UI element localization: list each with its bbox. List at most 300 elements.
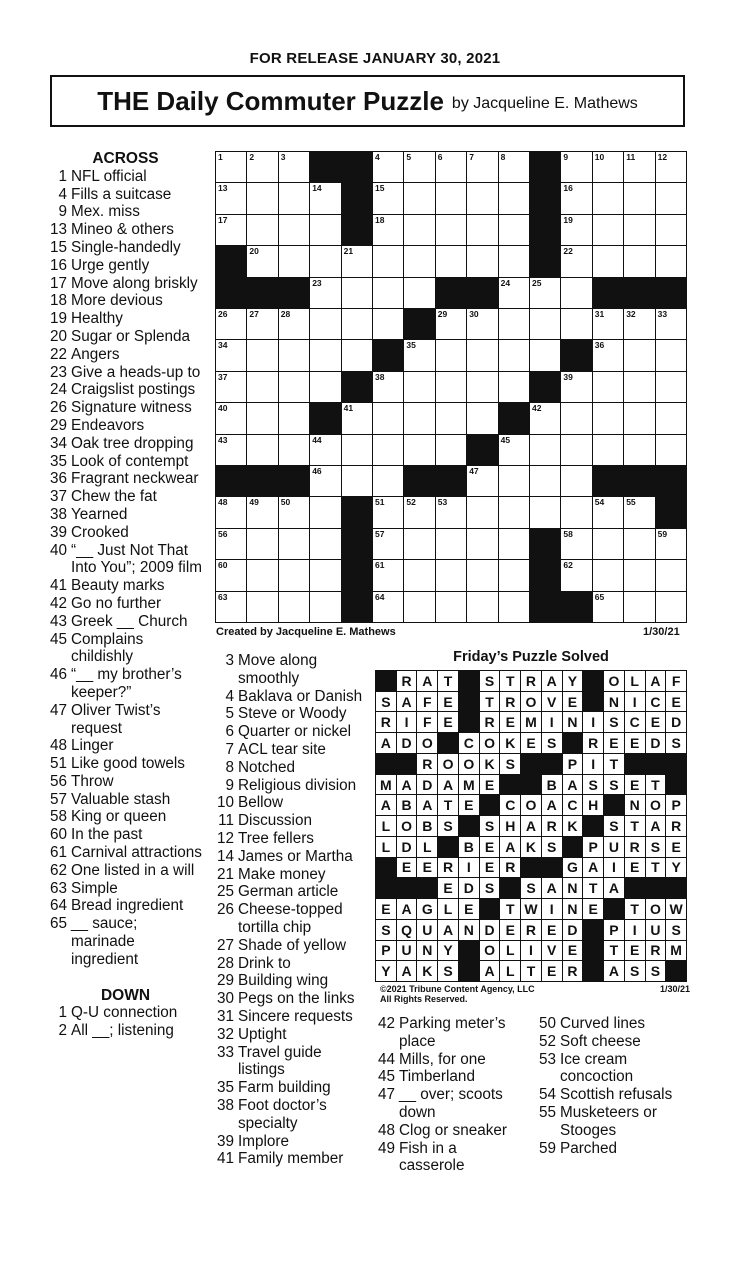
solved-copyright [380, 984, 535, 1004]
grid-cell[interactable] [561, 466, 591, 496]
grid-cell[interactable] [624, 340, 654, 370]
solved-letter: E [625, 775, 645, 795]
grid-cell[interactable] [624, 560, 654, 590]
solved-letter: K [480, 754, 500, 774]
grid-cell[interactable] [530, 497, 560, 527]
grid-cell[interactable] [624, 403, 654, 433]
grid-cell[interactable] [216, 529, 246, 559]
grid-cell[interactable] [247, 340, 277, 370]
grid-cell[interactable] [561, 529, 591, 559]
grid-cell[interactable] [530, 466, 560, 496]
cell-number: 51 [374, 497, 385, 508]
grid-cell[interactable] [656, 529, 686, 559]
grid-cell[interactable] [373, 403, 403, 433]
grid-cell[interactable] [624, 529, 654, 559]
grid-cell[interactable] [593, 497, 623, 527]
solved-letter: O [480, 733, 500, 753]
grid-cell[interactable] [436, 309, 466, 339]
grid-cell[interactable] [404, 592, 434, 622]
grid-cell[interactable] [279, 215, 309, 245]
solved-letter: P [666, 795, 686, 815]
clue-number: 47 [377, 1086, 395, 1104]
grid-cell[interactable] [404, 560, 434, 590]
grid-cell[interactable] [373, 435, 403, 465]
crossword-grid[interactable] [215, 151, 687, 623]
grid-cell[interactable] [499, 278, 529, 308]
grid-cell[interactable] [593, 560, 623, 590]
grid-cell[interactable] [342, 246, 372, 276]
clue [48, 702, 203, 738]
clue-text: Shade of yellow [238, 936, 346, 954]
grid-cell[interactable] [342, 278, 372, 308]
grid-cell[interactable] [279, 340, 309, 370]
solved-letter: T [646, 858, 666, 878]
grid-cell[interactable] [404, 278, 434, 308]
solved-letter: M [521, 712, 541, 732]
grid-cell[interactable] [310, 215, 340, 245]
grid-cell[interactable] [310, 246, 340, 276]
grid-cell[interactable] [624, 183, 654, 213]
grid-cell[interactable] [436, 340, 466, 370]
cell-number: 10 [594, 152, 605, 162]
title-box [50, 75, 685, 127]
grid-cell[interactable] [373, 560, 403, 590]
grid-cell[interactable] [404, 403, 434, 433]
clue [48, 524, 203, 542]
grid-cell[interactable] [373, 246, 403, 276]
grid-cell[interactable] [467, 215, 497, 245]
cell-number: 64 [374, 591, 385, 602]
clue-text: Drink to [238, 954, 291, 972]
clue [215, 759, 365, 777]
clue-text: Timberland [399, 1068, 475, 1086]
solved-letter: E [625, 733, 645, 753]
grid-cell[interactable] [247, 152, 277, 182]
clue-number: 41 [216, 1150, 234, 1168]
clue-number: 13 [49, 221, 67, 239]
grid-cell[interactable] [499, 340, 529, 370]
grid-cell[interactable] [624, 592, 654, 622]
solved-letter: I [625, 692, 645, 712]
grid-cell[interactable] [247, 183, 277, 213]
solved-letter: L [500, 941, 520, 961]
solved-letter: E [625, 858, 645, 878]
grid-cell[interactable] [593, 340, 623, 370]
grid-cell[interactable] [499, 246, 529, 276]
grid-cell[interactable] [404, 497, 434, 527]
grid-cell[interactable] [593, 215, 623, 245]
solved-black-square [666, 878, 686, 898]
grid-cell[interactable] [436, 372, 466, 402]
clue [215, 955, 365, 973]
solved-letter: R [480, 712, 500, 732]
grid-cell[interactable] [561, 435, 591, 465]
grid-cell[interactable] [561, 246, 591, 276]
grid-cell[interactable] [216, 372, 246, 402]
grid-cell[interactable] [499, 309, 529, 339]
grid-cell[interactable] [499, 183, 529, 213]
clue-text: Move along briskly [71, 274, 198, 292]
grid-cell[interactable] [247, 215, 277, 245]
grid-cell[interactable] [247, 372, 277, 402]
clue-number: 40 [49, 541, 67, 559]
solved-letter: E [500, 712, 520, 732]
grid-cell[interactable] [310, 183, 340, 213]
solved-black-square [521, 858, 541, 878]
grid-cell[interactable] [373, 309, 403, 339]
cell-number: 2 [249, 152, 255, 162]
grid-cell[interactable] [279, 183, 309, 213]
grid-cell[interactable] [624, 152, 654, 182]
solved-letter: T [438, 795, 458, 815]
grid-cell[interactable] [342, 309, 372, 339]
black-square [530, 152, 560, 182]
grid-cell[interactable] [247, 309, 277, 339]
grid-cell[interactable] [404, 529, 434, 559]
clue-number: 11 [218, 812, 234, 830]
grid-cell[interactable] [436, 183, 466, 213]
grid-cell[interactable] [561, 183, 591, 213]
solved-letter: L [625, 671, 645, 691]
grid-cell[interactable] [373, 372, 403, 402]
grid-cell[interactable] [279, 152, 309, 182]
grid-cell[interactable] [279, 246, 309, 276]
grid-cell[interactable] [216, 403, 246, 433]
grid-cell[interactable] [310, 278, 340, 308]
clue-number: 49 [377, 1139, 395, 1157]
clue-text: ACL tear site [238, 740, 326, 758]
solved-letter: U [646, 920, 666, 940]
grid-cell[interactable] [216, 215, 246, 245]
solved-letter: B [459, 837, 479, 857]
grid-cell[interactable] [467, 309, 497, 339]
solved-letter: A [397, 775, 417, 795]
grid-cell[interactable] [656, 403, 686, 433]
solved-black-square [542, 858, 562, 878]
grid-cell[interactable] [561, 560, 591, 590]
cell-number: 26 [218, 308, 228, 319]
grid-cell[interactable] [499, 529, 529, 559]
clue [48, 381, 203, 399]
grid-cell[interactable] [436, 403, 466, 433]
grid-cell[interactable] [310, 560, 340, 590]
grid-cell[interactable] [373, 183, 403, 213]
grid-cell[interactable] [342, 403, 372, 433]
grid-cell[interactable] [279, 309, 309, 339]
clue-number: 23 [49, 363, 67, 381]
solved-letter: E [542, 961, 562, 981]
solved-black-square [459, 941, 479, 961]
grid-cell[interactable] [656, 152, 686, 182]
grid-cell[interactable] [593, 529, 623, 559]
clue [48, 1022, 203, 1040]
solved-letter: A [604, 878, 624, 898]
solved-letter: E [438, 692, 458, 712]
solved-letter: K [417, 961, 437, 981]
grid-cell[interactable] [216, 560, 246, 590]
clue [48, 613, 203, 631]
grid-cell[interactable] [436, 592, 466, 622]
grid-cell[interactable] [310, 592, 340, 622]
grid-cell[interactable] [436, 152, 466, 182]
grid-cell[interactable] [624, 215, 654, 245]
grid-cell[interactable] [216, 592, 246, 622]
black-square [342, 529, 372, 559]
grid-cell[interactable] [373, 529, 403, 559]
grid-cell[interactable] [247, 497, 277, 527]
grid-cell[interactable] [593, 372, 623, 402]
grid-cell[interactable] [436, 215, 466, 245]
grid-cell[interactable] [530, 278, 560, 308]
solved-letter: C [563, 795, 583, 815]
clue-number: 51 [49, 755, 67, 773]
clue-number: 9 [225, 776, 234, 794]
solved-letter: H [583, 795, 603, 815]
grid-cell[interactable] [373, 152, 403, 182]
grid-cell[interactable] [561, 372, 591, 402]
solved-letter: P [563, 754, 583, 774]
grid-cell[interactable] [279, 435, 309, 465]
grid-cell[interactable] [467, 560, 497, 590]
clue [215, 812, 365, 830]
grid-cell[interactable] [436, 435, 466, 465]
grid-cell[interactable] [404, 340, 434, 370]
clue [215, 741, 365, 759]
clue [48, 292, 203, 310]
clue-text: Beauty marks [71, 577, 165, 595]
solved-letter: F [417, 712, 437, 732]
grid-cell[interactable] [624, 497, 654, 527]
clue-text: Pegs on the links [238, 990, 355, 1008]
grid-cell[interactable] [247, 560, 277, 590]
grid-cell[interactable] [342, 435, 372, 465]
grid-cell[interactable] [656, 340, 686, 370]
grid-cell[interactable] [216, 309, 246, 339]
down-clues-col3 [376, 1015, 526, 1175]
grid-cell[interactable] [310, 435, 340, 465]
grid-cell[interactable] [216, 152, 246, 182]
clue [48, 488, 203, 506]
grid-cell[interactable] [247, 592, 277, 622]
grid-cell[interactable] [656, 435, 686, 465]
grid-cell[interactable] [467, 152, 497, 182]
clue-number: 44 [377, 1050, 395, 1068]
grid-cell[interactable] [404, 215, 434, 245]
solved-black-square [480, 899, 500, 919]
solved-letter: A [542, 795, 562, 815]
grid-cell[interactable] [499, 560, 529, 590]
solved-letter: K [500, 733, 520, 753]
grid-cell[interactable] [404, 152, 434, 182]
black-square [373, 340, 403, 370]
solved-letter: N [459, 920, 479, 940]
grid-cell[interactable] [593, 592, 623, 622]
grid-cell[interactable] [467, 246, 497, 276]
grid-cell[interactable] [310, 309, 340, 339]
solved-grid [375, 670, 687, 982]
clue-text: Go no further [71, 594, 162, 612]
solved-letter: P [604, 920, 624, 940]
grid-cell[interactable] [279, 560, 309, 590]
black-square [247, 466, 277, 496]
grid-cell[interactable] [279, 372, 309, 402]
grid-cell[interactable] [216, 435, 246, 465]
grid-cell[interactable] [499, 372, 529, 402]
grid-cell[interactable] [530, 309, 560, 339]
black-square [561, 592, 591, 622]
grid-cell[interactable] [530, 340, 560, 370]
clue-number: 45 [377, 1068, 395, 1086]
grid-cell[interactable] [593, 435, 623, 465]
grid-cell[interactable] [373, 215, 403, 245]
grid-cell[interactable] [467, 183, 497, 213]
grid-cell[interactable] [530, 403, 560, 433]
grid-cell[interactable] [593, 309, 623, 339]
grid-cell[interactable] [467, 497, 497, 527]
cell-number: 45 [500, 434, 511, 445]
grid-cell[interactable] [247, 529, 277, 559]
solved-letter: O [604, 671, 624, 691]
clue [215, 705, 365, 723]
grid-cell[interactable] [342, 340, 372, 370]
clue [48, 346, 203, 364]
cell-number: 21 [343, 246, 354, 257]
clue-number: 1 [58, 1004, 67, 1022]
grid-cell[interactable] [216, 340, 246, 370]
solved-letter: M [459, 775, 479, 795]
clue [48, 631, 203, 667]
grid-cell[interactable] [373, 466, 403, 496]
grid-cell[interactable] [436, 497, 466, 527]
solved-letter: E [480, 858, 500, 878]
grid-cell[interactable] [656, 183, 686, 213]
grid-cell[interactable] [373, 278, 403, 308]
grid-cell[interactable] [279, 592, 309, 622]
grid-cell[interactable] [561, 215, 591, 245]
black-square [593, 278, 623, 308]
grid-cell[interactable] [436, 246, 466, 276]
grid-cell[interactable] [373, 592, 403, 622]
grid-cell[interactable] [216, 183, 246, 213]
solved-letter: I [542, 712, 562, 732]
grid-cell[interactable] [436, 560, 466, 590]
grid-cell[interactable] [404, 372, 434, 402]
grid-cell[interactable] [561, 309, 591, 339]
clue [48, 399, 203, 417]
cell-number: 11 [626, 152, 636, 162]
grid-cell[interactable] [593, 183, 623, 213]
grid-cell[interactable] [499, 592, 529, 622]
grid-cell[interactable] [656, 372, 686, 402]
clue [537, 1051, 687, 1087]
black-square [342, 372, 372, 402]
grid-cell[interactable] [373, 497, 403, 527]
grid-cell[interactable] [561, 403, 591, 433]
grid-cell[interactable] [310, 529, 340, 559]
grid-cell[interactable] [530, 435, 560, 465]
clue-text: Musketeers or Stooges [560, 1103, 657, 1139]
grid-cell[interactable] [404, 435, 434, 465]
grid-cell[interactable] [436, 529, 466, 559]
grid-cell[interactable] [499, 435, 529, 465]
solved-letter: S [376, 692, 396, 712]
grid-cell[interactable] [467, 529, 497, 559]
grid-cell[interactable] [593, 246, 623, 276]
grid-cell[interactable] [310, 466, 340, 496]
solved-letter: A [604, 961, 624, 981]
grid-cell[interactable] [467, 372, 497, 402]
grid-cell[interactable] [499, 497, 529, 527]
grid-cell[interactable] [656, 246, 686, 276]
clue [215, 972, 365, 990]
grid-cell[interactable] [247, 403, 277, 433]
grid-cell[interactable] [624, 372, 654, 402]
grid-cell[interactable] [656, 309, 686, 339]
grid-cell[interactable] [216, 497, 246, 527]
clue-number: 42 [377, 1015, 395, 1032]
solved-letter: E [666, 837, 686, 857]
grid-cell[interactable] [342, 466, 372, 496]
clue [215, 723, 365, 741]
grid-cell[interactable] [499, 152, 529, 182]
grid-cell[interactable] [310, 497, 340, 527]
grid-cell[interactable] [310, 340, 340, 370]
grid-cell[interactable] [279, 497, 309, 527]
grid-cell[interactable] [593, 152, 623, 182]
clue [376, 1051, 526, 1069]
clue [215, 1150, 365, 1168]
solved-letter: T [646, 775, 666, 795]
grid-cell[interactable] [310, 372, 340, 402]
solved-letter: E [438, 712, 458, 732]
clue [215, 937, 365, 955]
grid-cell[interactable] [247, 246, 277, 276]
grid-cell[interactable] [656, 592, 686, 622]
clue-number: 32 [216, 1025, 234, 1043]
grid-cell[interactable] [624, 246, 654, 276]
solved-letter: A [542, 671, 562, 691]
solved-letter: D [459, 878, 479, 898]
grid-cell[interactable] [561, 278, 591, 308]
grid-cell[interactable] [279, 529, 309, 559]
grid-cell[interactable] [499, 466, 529, 496]
grid-cell[interactable] [467, 466, 497, 496]
grid-cell[interactable] [593, 403, 623, 433]
clue-number: 38 [216, 1096, 234, 1114]
grid-cell[interactable] [467, 403, 497, 433]
grid-cell[interactable] [656, 560, 686, 590]
grid-cell[interactable] [404, 246, 434, 276]
grid-cell[interactable] [561, 152, 591, 182]
clue-text: Baklava or Danish [238, 687, 363, 705]
clue-text: Single-handedly [71, 238, 181, 256]
grid-cell[interactable] [404, 183, 434, 213]
grid-cell[interactable] [467, 592, 497, 622]
solved-black-square [583, 692, 603, 712]
solved-letter: S [521, 878, 541, 898]
clue [48, 168, 203, 186]
grid-cell[interactable] [467, 340, 497, 370]
grid-cell[interactable] [561, 497, 591, 527]
grid-cell[interactable] [624, 435, 654, 465]
grid-cell[interactable] [624, 309, 654, 339]
grid-cell[interactable] [247, 435, 277, 465]
solved-letter: L [500, 961, 520, 981]
solved-letter: A [480, 961, 500, 981]
grid-cell[interactable] [499, 215, 529, 245]
grid-cell[interactable] [656, 215, 686, 245]
grid-cell[interactable] [279, 403, 309, 433]
